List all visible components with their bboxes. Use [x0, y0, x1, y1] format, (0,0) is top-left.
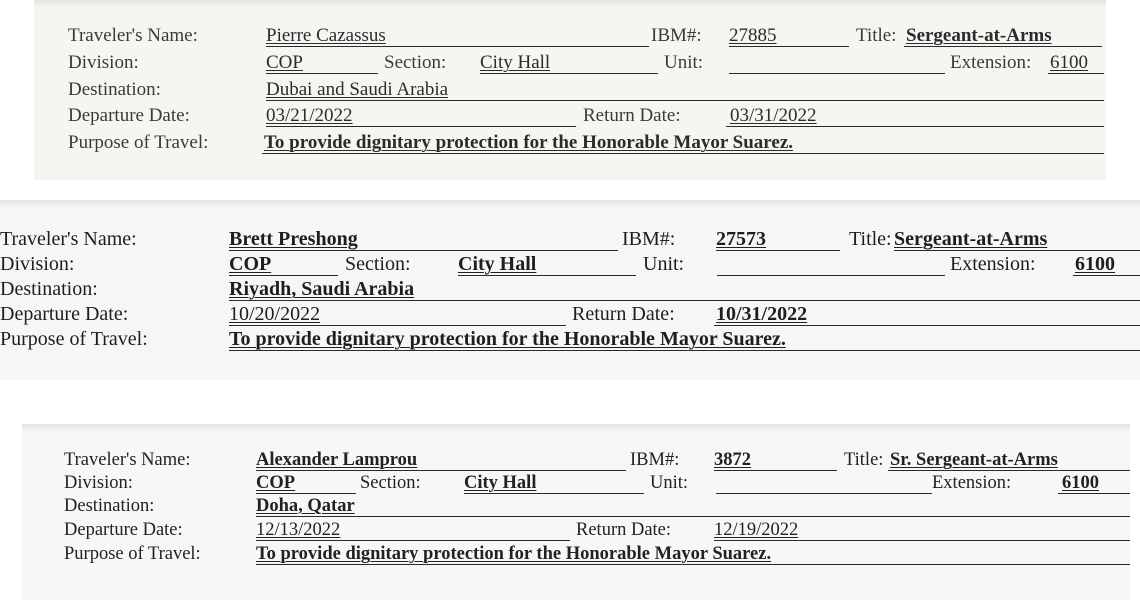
departure-date-line [266, 126, 576, 127]
departure-date-line [229, 325, 566, 326]
section-label: Section: [345, 253, 411, 275]
extension-label: Extension: [950, 253, 1036, 275]
travelers-name-row [22, 450, 1130, 472]
unit-label: Unit: [650, 472, 689, 493]
departure-date-value: 12/13/2022 [256, 519, 341, 540]
ibm-line [714, 470, 837, 471]
title-value: Sergeant-at-Arms [906, 25, 1052, 46]
departure-date-value: 03/21/2022 [266, 105, 353, 126]
purpose-line [256, 564, 1130, 565]
return-date-label: Return Date: [572, 303, 675, 325]
purpose-value: To provide dignitary protection for the Honorable Mayor Suarez. [256, 543, 772, 564]
extension-label: Extension: [932, 472, 1012, 493]
extension-label: Extension: [950, 52, 1032, 73]
purpose-line [229, 350, 1140, 351]
purpose-label: Purpose of Travel: [0, 328, 148, 350]
ibm-line [729, 46, 849, 47]
travelers-name-line [266, 46, 649, 47]
destination-value: Riyadh, Saudi Arabia [229, 278, 415, 300]
extension-line [1048, 73, 1104, 74]
dates-row [22, 520, 1130, 542]
return-date-value: 03/31/2022 [730, 105, 817, 126]
section-label: Section: [360, 472, 421, 493]
destination-line [256, 516, 1130, 517]
travelers-name-row [0, 230, 1140, 252]
section-value: City Hall [480, 52, 551, 73]
title-line [894, 250, 1140, 251]
return-date-value: 12/19/2022 [714, 519, 799, 540]
title-line [904, 46, 1102, 47]
division-label: Division: [64, 472, 133, 493]
travel-form-clip-3 [22, 424, 1130, 600]
travelers-name-value: Brett Preshong [229, 228, 358, 250]
section-value: City Hall [464, 472, 537, 493]
division-label: Division: [68, 52, 139, 73]
travel-form-clip-2 [0, 200, 1140, 380]
extension-value: 6100 [1062, 472, 1099, 493]
purpose-line [262, 153, 1104, 154]
title-label: Title: [856, 25, 897, 46]
unit-line [717, 275, 945, 276]
ibm-label: IBM#: [651, 25, 702, 46]
section-line [458, 275, 636, 276]
destination-value: Doha, Qatar [256, 495, 355, 516]
travel-form-clip-1 [34, 0, 1106, 180]
destination-label: Destination: [68, 79, 161, 100]
unit-line [729, 73, 945, 74]
title-label: Title: [844, 449, 884, 470]
unit-line [716, 493, 932, 494]
division-line [229, 275, 338, 276]
return-date-value: 10/31/2022 [716, 303, 808, 325]
travelers-name-label: Traveler's Name: [68, 25, 198, 46]
departure-date-label: Departure Date: [68, 105, 190, 126]
purpose-row [34, 133, 1106, 155]
travelers-name-label: Traveler's Name: [64, 449, 191, 470]
title-value: Sergeant-at-Arms [894, 228, 1048, 250]
purpose-row [0, 330, 1140, 352]
departure-date-value: 10/20/2022 [229, 303, 321, 325]
destination-row [22, 496, 1130, 518]
section-value: City Hall [458, 253, 537, 275]
dates-row [34, 106, 1106, 128]
division-line [256, 493, 356, 494]
scan-shadow [34, 0, 1106, 8]
departure-date-label: Departure Date: [0, 303, 129, 325]
ibm-label: IBM#: [622, 228, 676, 250]
ibm-value: 3872 [714, 449, 751, 470]
division-value: COP [229, 253, 272, 275]
division-value: COP [266, 52, 303, 73]
return-date-line [714, 325, 1140, 326]
destination-row [34, 80, 1106, 102]
extension-line [1073, 275, 1140, 276]
division-row [34, 53, 1106, 75]
travelers-name-line [229, 250, 618, 251]
unit-label: Unit: [664, 52, 704, 73]
ibm-label: IBM#: [630, 449, 680, 470]
division-value: COP [256, 472, 296, 493]
return-date-label: Return Date: [576, 519, 672, 540]
section-line [464, 493, 644, 494]
division-row [0, 255, 1140, 277]
departure-date-label: Departure Date: [64, 519, 183, 540]
unit-label: Unit: [643, 253, 685, 275]
return-date-line [714, 540, 1130, 541]
destination-label: Destination: [0, 278, 98, 300]
destination-value: Dubai and Saudi Arabia [266, 79, 449, 100]
purpose-value: To provide dignitary protection for the Honorable Mayor Suarez. [229, 328, 786, 350]
departure-date-line [256, 540, 570, 541]
scan-shadow [22, 424, 1130, 432]
travelers-name-value: Pierre Cazassus [266, 25, 386, 46]
purpose-value: To provide dignitary protection for the Honorable Mayor Suarez. [264, 132, 794, 153]
section-line [480, 73, 658, 74]
return-date-label: Return Date: [583, 105, 681, 126]
travelers-name-value: Alexander Lamprou [256, 449, 418, 470]
extension-line [1058, 493, 1130, 494]
destination-line [266, 100, 1104, 101]
destination-row [0, 280, 1140, 302]
ibm-value: 27885 [729, 25, 777, 46]
ibm-line [716, 250, 840, 251]
extension-value: 6100 [1050, 52, 1088, 73]
return-date-line [726, 126, 1104, 127]
title-label: Title: [849, 228, 892, 250]
title-value: Sr. Sergeant-at-Arms [890, 449, 1058, 470]
purpose-row [22, 544, 1130, 566]
division-line [266, 73, 378, 74]
destination-line [229, 300, 1140, 301]
dates-row [0, 305, 1140, 327]
division-label: Division: [0, 253, 75, 275]
extension-value: 6100 [1075, 253, 1115, 275]
purpose-label: Purpose of Travel: [68, 132, 209, 153]
scan-shadow [0, 200, 1140, 208]
division-row [22, 473, 1130, 495]
purpose-label: Purpose of Travel: [64, 543, 201, 564]
ibm-value: 27573 [716, 228, 766, 250]
title-line [888, 470, 1130, 471]
travelers-name-line [256, 470, 626, 471]
travelers-name-label: Traveler's Name: [0, 228, 137, 250]
travelers-name-row [34, 26, 1106, 48]
section-label: Section: [384, 52, 447, 73]
destination-label: Destination: [64, 495, 155, 516]
